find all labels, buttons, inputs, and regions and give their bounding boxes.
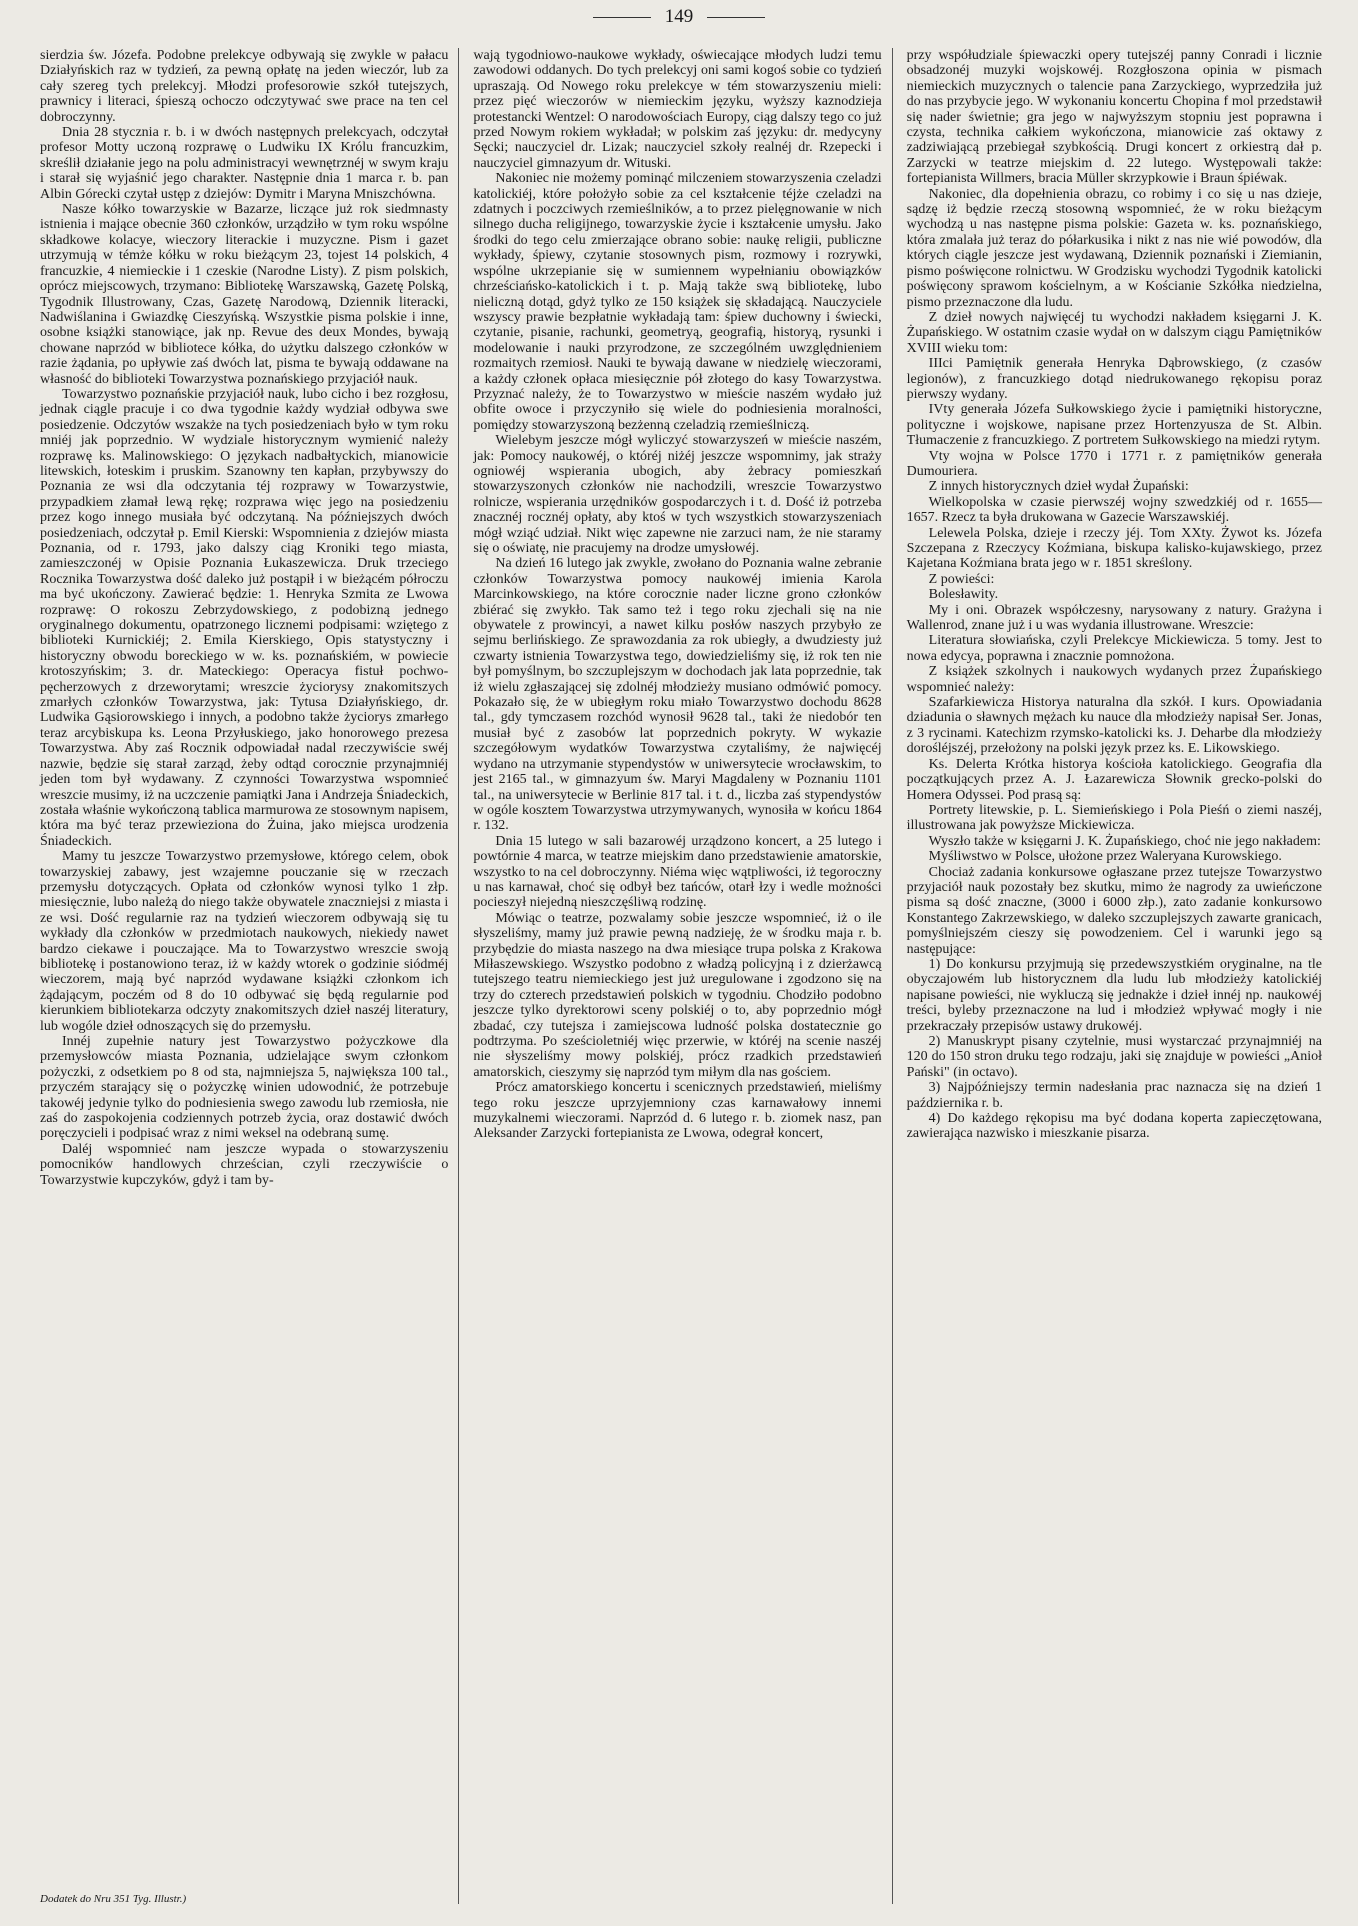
paragraph: Z innych historycznych dzieł wydał Żupański: — [928, 479, 1189, 495]
paragraph: Myśliwstwo w Polsce, ułożone przez Waleryana Kurowskiego. — [928, 849, 1282, 865]
paragraph: Wielebym jeszcze mógł wyliczyć stowarzyszeń w mieście naszém, jak: Pomocy naukowéj, o któréj niżéj jeszcze wspomnimy, jak straży ogniowéj wspierania ubogich, aby żebracy pomieszkań stowarzyszonych członków nie nachodzili, wreszcie Towarzystwo rolnicze, wspierania urzędników gospodarczych i t. d. Dość iż potrzeba znacznéj rocznéj opłaty, aby ktoś w tych wszystkich stowarzyszeniach mógł wziąć udział. Nikt więc zapewne nie zarzuci nam, że nie staramy się o oświatę, nie pracujemy na drodze umysłowéj. — [473, 433, 882, 556]
column-2 — [469, 48, 892, 1904]
page-number: 149 — [664, 6, 694, 27]
paragraph: Z książek szkolnych i naukowych wydanych przez Żupańskiego wspomnieć należy: — [906, 664, 1322, 695]
paragraph: Chociaż zadania konkursowe ogłaszane przez tutejsze Towarzystwo przyjaciół nauk pozostały bez skutku, mimo że nagrody za uwieńczone pisma są dość znaczne, (3000 i 6000 złp.), zato zadanie konkursowo Konstantego Zakrzewskiego, w daleko szczuplejszych zawarte granicach, pomyślniejszém cieszy się powodzeniem. Cel i warunki jego są następujące: — [906, 864, 1322, 957]
column-3 — [903, 48, 1326, 1904]
paragraph: IVty generała Józefa Sułkowskiego życie i pamiętniki historyczne, polityczne i wojskowe, napisane przez Hortenzyusza de St. Albin. Tłumaczenie z francuzkiego. Z portretem Sułkowskiego na miedzi rytym. — [906, 402, 1322, 449]
paragraph: sierdzia św. Józefa. Podobne prelekcye odbywają się zwykle w pałacu Działyńskich raz w tydzień, za pewną opłatę na jeden wieczór, lub za cały szereg tych prelekcyj. Młodzi profesorowie szkół tutejszych, prawnicy i literaci, śpieszą ochoczo odczytywać swe prace na ten cel dobroczynny. — [40, 48, 449, 125]
paragraph: Szafarkiewicza Historya naturalna dla szkół. I kurs. Opowiadania dziadunia o sławnych mężach ku nauce dla młodzieży napisał Ser. Jonas, z 3 rycinami. Katechizm rzymsko-katolicki ks. J. Deharbe dla młodzieży dorośléjszéj, przełożony na polski język przez ks. E. Likowskiego. — [906, 695, 1322, 757]
paragraph: Mamy tu jeszcze Towarzystwo przemysłowe, którego celem, obok towarzyskiej zabawy, jest wzajemne pouczanie się w rzeczach przemysłu dotyczących. Opłata od członków wynosi tylko 1 złp. miesięcznie, lubo należą do niego także obywatele znaczniejsi z miasta i ze wsi. Dość regularnie raz na tydzień wieczorem odbywają się tu wykłady dla członków w przedmiotach naukowych, niekiedy nawet bardzo ciekawe i pouczające. Ma to Towarzystwo wreszcie swoją bibliotekę i postanowiono teraz, iż w każdy wtorek o godzinie siódméj wieczorem, mają być naprzód wydawane książki członkom ich żądającym, poczém od 8 do 10 odbywać się będą regularnie pod kierunkiem bibliotekarza odczyty znakomitszych dzieł naszéj literatury, lub wogóle dzieł odnoszących się do przemysłu. — [40, 849, 449, 1034]
paragraph: Lelewela Polska, dzieje i rzeczy jéj. Tom XXty. Żywot ks. Józefa Szczepana z Rzeczycy Koźmiana, biskupa kalisko-kujawskiego, przez Kajetana Koźmiana brata jego w r. 1851 skreślony. — [906, 525, 1322, 572]
paragraph: Z powieści: — [928, 571, 995, 587]
paragraph: 4) Do każdego rękopisu ma być dodana koperta zapieczętowana, zawierająca nazwisko i mieszkanie pisarza. — [906, 1111, 1322, 1142]
paragraph: Wielkopolska w czasie pierwszéj wojny szwedzkiéj od r. 1655—1657. Rzecz ta była drukowana w Gazecie Warszawskiéj. — [906, 494, 1322, 526]
paragraph: 2) Manuskrypt pisany czytelnie, musi wystarczać przynajmniéj na 120 do 150 stron druku tego rodzaju, jaki się znajduje w powieści „Anioł Pański" (in octavo). — [906, 1034, 1322, 1080]
paragraph: Nakoniec, dla dopełnienia obrazu, co robimy i co się u nas dzieje, sądzę iż będzie rzeczą stosowną wspomnieć, że w roku bieżącym wychodzą u nas następne pisma polskie: Gazeta w. ks. poznańskiego, która zmalała już teraz do półarkusika i nikt z nas nie wié powodów, dla których ciągle jeszcze jest wydawaną, Dziennik poznański i Ziemianin, pismo poświęcone rolnictwu. W Grodzisku wychodzi Tygodnik katolicki poświęcony sprawom kościelnym, a w Kościanie Szkółka niedzielna, pismo przeznaczone dla ludu. — [906, 186, 1322, 310]
paragraph: 3) Najpóźniejszy termin nadesłania prac naznacza się na dzień 1 października r. b. — [906, 1080, 1322, 1111]
paragraph: Bolesławity. — [928, 587, 999, 603]
paragraph: Z dzieł nowych najwięcéj tu wychodzi nakładem księgarni J. K. Żupańskiego. W ostatnim czasie wydał on w dalszym ciągu Pamiętników XVIII wieku tom: — [906, 309, 1322, 356]
paragraph: IIIci Pamiętnik generała Henryka Dąbrowskiego, (z czasów legionów), z francuzkiego dotąd niedrukowanego rękopisu poraz pierwszy wydany. — [906, 356, 1322, 402]
paragraph: Nakoniec nie możemy pominąć milczeniem stowarzyszenia czeladzi katolickiéj, które położyło sobie za cel kształcenie téjże czeladzi na zdatnych i poczciwych rzemieślników, a to przez pielęgnowanie w nich silnego ducha religijnego, towarzyskie życie i kształcenie umysłu. Jako środki do tego celu zmierzające obrano sobie: naukę religii, publiczne wykłady, śpiewy, czytanie stosownych pism, rozmowy i rozrywki, wspólne ukrzepianie się w sumiennem wypełnianiu obowiązków chrześciańsko-katolickich i t. p. Mają także swą bibliotekę, lubo nieliczną dotąd, gdyż tylko ze 150 książek się składającą. Nauczyciele wszyscy prawie bezpłatnie wykładają tam: śpiew duchowny i świecki, czytanie, pisanie, rachunki, geometryą, geografią, historyą, rysunki i modelowanie i nauki przyrodzone, ze szczególném uwzględnieniem rozmaitych rzemiosł. Nauki te bywają dawane w niedzielę wieczorami, a każdy członek opłaca miesięcznie pół złotego do kasy Towarzystwa. Przyznać należy, że to Towarzystwo w mieście naszém wydało już obfite owoce i przyczyniło się wiele do podniesienia moralności, pomiędzy stowarzyszoną bezżenną czeladzią rzemieślniczą. — [473, 171, 882, 433]
header-rule-right — [707, 17, 765, 18]
paragraph: Wyszło także w księgarni J. K. Żupańskiego, choć nie jego nakładem: — [928, 833, 1321, 849]
text-columns — [36, 48, 1326, 1904]
paragraph: Innéj zupełnie natury jest Towarzystwo pożyczkowe dla przemysłowców miasta Poznania, udzielające swym członkom pożyczki, z odsetkiem po 8 od sta, najmniejsza 5, największa 100 tal., przyczém starający się o pożyczkę winien udowodnić, że potrzebuje takowéj jedynie tylko do podniesienia swego zawodu lub rzemiosła, nie zaś do zaspokojenia codziennych potrzeb życia, oraz dostawić dwóch poręczycieli i podpisać wraz z nimi weksel na odebraną sumę. — [40, 1034, 449, 1142]
paragraph: 1) Do konkursu przyjmują się przedewszystkiém oryginalne, na tle obyczajowém lub historycznem dla ludu lub młodzieży katolickiéj napisane powieści, nie wykluczą się jednakże i dzieł innéj np. naukowéj treści, byleby przeznaczone na lud i młodzież wpływać mogły i nie przekraczały przepisów ustawy drukowéj. — [906, 956, 1322, 1034]
paragraph: przy współudziale śpiewaczki opery tutejszéj panny Conradi i licznie obsadzonéj muzyki wojskowéj. Rozgłoszona opinia w pismach niemieckich muzycznych o talencie pana Zarzyckiego, wyprzedziła już do nas przybycie jego. W wykonaniu koncertu Chopina f mol przedstawił się nader świetnie; gra jego w najwyższym stopniu jest poprawna i czysta, technika całkiem wykończona, mianowicie zaś oktawy z zadziwiającą przebiegał szybkością. Drugi koncert z orkiestrą dał p. Zarzycki w teatrze miejskim d. 22 lutego. Występowali także: fortepianista Willmers, bracia Müller skrzypkowie i Braun śpiéwak. — [906, 48, 1322, 187]
paragraph: Prócz amatorskiego koncertu i scenicznych przedstawień, mieliśmy tego roku jeszcze uprzyjemniony czas karnawałowy innemi muzykalnemi wieczorami. Naprzód d. 6 lutego r. b. ziomek nasz, pan Aleksander Zarzycki fortepianista ze Lwowa, odegrał koncert, — [473, 1080, 882, 1142]
column-1 — [36, 48, 459, 1904]
paragraph: Mówiąc o teatrze, pozwalamy sobie jeszcze wspomnieć, iż o ile słyszeliśmy, mamy już prawie pewną nadzieję, że w środku maja r. b. przybędzie do miasta naszego na dwa miesiące trupa polska z Krakowa Miłaszewskiego. Wszystko podobno z władzą policyjną i z dzierżawcą tutejszego teatru niemieckiego jest już uregulowane i zgodzono się na trzy do czterech przedstawień polskich w tygodniu. Chodziło podobno jeszcze tylko dyrektorowi sceny polskiéj o to, aby poprzednio mógł zbadać, czy tutejsza i zamiejscowa ludność polska dostatecznie go podtrzyma. Po sześcioletniéj więc przerwie, w któréj na scenie naszéj nie słyszeliśmy mowy polskiéj, prócz rzadkich przedstawień amatorskich, cieszymy się naprzód tym miłym dla nas gościem. — [473, 910, 882, 1080]
paragraph: Literatura słowiańska, czyli Prelekcye Mickiewicza. 5 tomy. Jest to nowa edycya, poprawna i znacznie pomnożona. — [906, 633, 1322, 664]
page-header — [0, 6, 1358, 28]
paragraph: Towarzystwo poznańskie przyjaciół nauk, lubo cicho i bez rozgłosu, jednak ciągle pracuje i co dwa tygodnie każdy wydział odbywa swe posiedzenie. Odczytów wszakże na tych posiedzeniach było w tym roku mniéj jak poprzednio. W wydziale historycznym wymienić należy rozprawę ks. Malinowskiego: O językach nadbałtyckich, mianowicie litewskich, łoteskim i pruskim. Szanowny ten kapłan, przybywszy do Poznania ze wsi dla odczytania téj rozprawy w Towarzystwie, przypadkiem złamał lewą rękę; rozprawa więc jego na posiedzeniu przez kogo innego musiała być odczytaną. Na późniejszych dwóch posiedzeniach, odczytał p. Emil Kierski: Wspomnienia z dziejów miasta Poznania, od r. 1793, jako dalszy ciąg Kroniki tego miasta, zamieszczonéj w Opisie Poznania Łukaszewicza. Druk trzeciego Rocznika Towarzystwa dość daleko już postąpił i w bieżącém półroczu ma być ukończony. Zawierać będzie: 1. Henryka Szmita ze Lwowa rozprawę: O rokoszu Zebrzydowskiego, z podobizną jednego oryginalnego dokumentu, opatrzonego licznemi podpisami: wziętego z biblioteki Kurnickiéj; 2. Emila Kierskiego, Opis statystyczny i historyczny obwodu boreckiego w w. ks. poznańskiém, w powiecie krotoszyńskim; 3. dr. Mateckiego: Operacya fistuł pochwo-pęcherzowych z drzeworytami; wreszcie życiorysy znakomitszych zmarłych członków Towarzystwa, jak: Tytusa Działyńskiego, dr. Ludwika Gąsiorowskiego i innych, a podobno także życiorys zmarłego teraz arcybiskupa ks. Leona Przyłuskiego, jako honorowego prezesa Towarzystwa. Aby zaś Rocznik odpowiadał nadal rzeczywiście swéj nazwie, będzie się starał zarząd, żeby odtąd corocznie przynajmniéj jeden tom był wydawany. Z czynności Towarzystwa wspomnieć wreszcie musimy, iż na uczczenie pamiątki Jana i Andrzeja Śniadeckich, została właśnie wykończoną tablica marmurowa ze stosownym napisem, która ma być teraz przewieziona do Żuina, jako miejsca urodzenia Śniadeckich. — [40, 386, 449, 849]
paragraph: Dnia 15 lutego w sali bazarowéj urządzono koncert, a 25 lutego i powtórnie 4 marca, w teatrze miejskim dano przedstawienie amatorskie, wszystko to na cel dobroczynny. Niéma więc wątpliwości, iż tegoroczny u nas karnawał, choć się odbył bez tańców, otarł łzy i wedle możności pocieszył niejedną nieszczęśliwą rodzinę. — [473, 833, 882, 911]
paragraph: My i oni. Obrazek współczesny, narysowany z natury. Grażyna i Wallenrod, znane już i u was wydania illustrowane. Wreszcie: — [906, 602, 1322, 634]
paragraph: Ks. Delerta Krótka historya kościoła katolickiego. Geografia dla początkujących przez A. J. Łazarewicza Słownik grecko-polski do Homera Odyssei. Pod prasą są: — [906, 756, 1322, 803]
paragraph: Daléj wspomnieć nam jeszcze wypada o stowarzyszeniu pomocników handlowych chrześcian, czyli rzeczywiście o Towarzystwie kupczyków, gdyż i tam by- — [40, 1141, 449, 1188]
page-footer: Dodatek do Nru 351 Tyg. Illustr.) — [40, 1893, 187, 1905]
paragraph: Portrety litewskie, p. L. Siemieńskiego i Pola Pieśń o ziemi naszéj, illustrowana jak powyższe Mickiewicza. — [906, 802, 1322, 834]
paragraph: Na dzień 16 lutego jak zwykle, zwołano do Poznania walne zebranie członków Towarzystwa pomocy naukowéj imienia Karola Marcinkowskiego, na które corocznie nader liczne grono członków zbiérać się zwykło. Tak samo też i tego roku zjechali się na nie obywatele z prowincyi, a nawet kilku posłów naszych przybyło ze sejmu berlińskiego. Ze sprawozdania za rok ubiegły, a dwudziesty już czwarty istnienia Towarzystwa tego, dowiedzieliśmy się, iż rok ten nie był pomyślnym, bo szczuplejszym w dochodach jak lata poprzednie, tak iż wielu zgłaszającej się zdolnéj młodzieży musiano odmówić pomocy. Pokazało się, że w ubiegłym roku miało Towarzystwo dochodu 8628 tal., gdy tymczasem rozchód wynosił 9628 tal., taki że niedobór ten musiał być z zasobów lat poprzednich pokryty. W wykazie szczegółowym wydatków Towarzystwa czytaliśmy, że najwięcéj wydano na utrzymanie stypendystów w uniwersytecie wrocławskim, to jest 2165 tal., w gimnazyum św. Maryi Magdaleny w Poznaniu 1101 tal., na uniwersytecie w Berlinie 817 tal. i t. d., liczba zaś stypendystów w ogóle kosztem Towarzystwa utrzymywanych, wynosiła w końcu 1864 r. 132. — [473, 556, 882, 834]
paragraph: Vty wojna w Polsce 1770 i 1771 r. z pamiętników generała Dumouriera. — [906, 448, 1322, 479]
header-rule-left — [593, 17, 651, 18]
paragraph: Dnia 28 stycznia r. b. i w dwóch następnych prelekcyach, odczytał profesor Motty uczoną rozprawę o Ludwiku IX Królu francuzkim, skreślił działanie jego na polu administracyi wewnętrznéj w swym kraju i starał się wyjaśnić jego charakter. Następnie dnia 1 marca r. b. pan Albin Górecki czytał ustęp z dziejów: Dymitr i Maryna Mniszchówna. — [40, 125, 449, 202]
paragraph: wają tygodniowo-naukowe wykłady, oświecające młodych ludzi temu zawodowi oddanych. Do tych prelekcyj oni sami kogoś sobie co tydzień upraszają. Od Nowego roku prelekcye w tém stowarzyszeniu mieli: przez pięć wieczorów w niemieckim języku, wyższy kaznodzieja protestancki Wentzel: O narodowościach Europy, ciąg dalszy tego co już przed Nowym rokiem wykładał; w polskim zaś języku: dr. medycyny Sęcki; nauczyciel dr. Lizak; nauczyciel szkoły realnéj dr. Rzepecki i nauczyciel gimnazyum dr. Wituski. — [473, 48, 882, 171]
paragraph: Nasze kółko towarzyskie w Bazarze, liczące już rok siedmnasty istnienia i mające obecnie 360 członków, urządziło w tym roku wspólne składkowe kolacye, wieczory literackie i muzyczne. Pism i gazet utrzymują w témże kółku w roku bieżącym 23, tojest 14 polskich, 4 francuzkie, 4 niemieckie i 1 czeskie (Narodne Listy). Z pism polskich, oprócz miejscowych, trzymano: Bibliotekę Warszawską, Gazetę Polską, Tygodnik Illustrowany, Czas, Gazetę Narodową, Dziennik literacki, Nadwiślanina i Gwiazdkę Cieszyńską. Wszystkie pisma polskie i inne, osobne książki stanowiące, jak np. Revue des deux Mondes, bywają chowane naprzód w bibliotece kółka, do użytku dalszego członków w razie żądania, po upływie zaś dwóch lat, pisma te bywają oddawane na własność do biblioteki Towarzystwa poznańskiego przyjaciół nauk. — [40, 202, 449, 387]
